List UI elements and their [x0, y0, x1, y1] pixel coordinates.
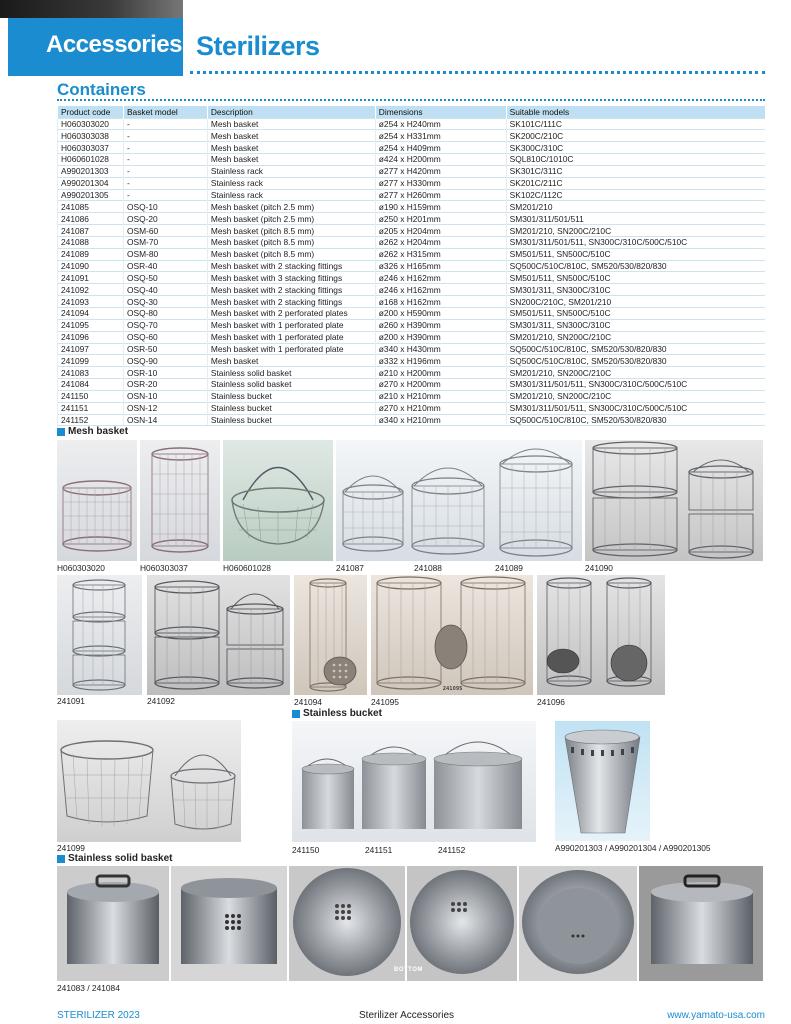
suitable-models-cell: SM301/311/501/511, SN300C/310C/500C/510C — [506, 379, 765, 391]
table-body — [58, 118, 766, 426]
photo-h060303037 — [140, 440, 220, 561]
suitable-models-cell: SK300C/310C — [506, 142, 765, 154]
containers-table — [57, 106, 765, 426]
caption: 241090 — [585, 563, 613, 573]
table-row — [58, 189, 766, 201]
caption: 241091 — [57, 696, 85, 706]
description-cell: Mesh basket — [207, 130, 375, 142]
product-code-cell: 241085 — [58, 201, 124, 213]
basket-model-cell: - — [123, 177, 207, 189]
caption: H060303020 — [57, 563, 105, 573]
header-dark-bar — [0, 0, 183, 18]
description-cell: Stainless bucket — [207, 402, 375, 414]
dimensions-cell: ø200 x H590mm — [375, 308, 506, 320]
product-code-cell: 241087 — [58, 225, 124, 237]
basket-model-cell: OSR-50 — [123, 343, 207, 355]
suitable-models-cell: SM301/311, SN300C/310C — [506, 319, 765, 331]
photo-stainless-buckets — [292, 721, 536, 842]
header-dotted-rule — [190, 71, 765, 74]
product-code-cell: 241091 — [58, 272, 124, 284]
basket-model-cell: - — [123, 118, 207, 130]
description-cell: Mesh basket (pitch 2.5 mm) — [207, 201, 375, 213]
table-row — [58, 142, 766, 154]
dimensions-cell: ø262 x H204mm — [375, 236, 506, 248]
product-code-cell: 241093 — [58, 296, 124, 308]
suitable-models-cell: SN200C/210C, SM201/210 — [506, 296, 765, 308]
table-row — [58, 260, 766, 272]
description-cell: Mesh basket (pitch 8.5 mm) — [207, 248, 375, 260]
photo-h060601028 — [223, 440, 333, 561]
footer-section: Sterilizer Accessories — [359, 1010, 455, 1021]
table-row — [58, 414, 766, 426]
suitable-models-cell: SM201/210, SN200C/210C — [506, 331, 765, 343]
table-row — [58, 390, 766, 402]
table-row — [58, 331, 766, 343]
suitable-models-cell: SM501/511, SN500C/510C — [506, 272, 765, 284]
table-row — [58, 225, 766, 237]
dimensions-cell: ø277 x H330mm — [375, 177, 506, 189]
dimensions-cell: ø254 x H409mm — [375, 142, 506, 154]
dimensions-cell: ø424 x H200mm — [375, 154, 506, 166]
product-code-cell: 241096 — [58, 331, 124, 343]
table-row — [58, 248, 766, 260]
page-title: Sterilizers — [196, 31, 320, 61]
photo-241095 — [371, 575, 533, 695]
basket-model-cell: OSM-60 — [123, 225, 207, 237]
description-cell: Stainless rack — [207, 165, 375, 177]
description-cell: Mesh basket (pitch 8.5 mm) — [207, 236, 375, 248]
description-cell: Mesh basket with 1 perforated plate — [207, 319, 375, 331]
footer-website-link[interactable]: www.yamato-usa.com — [667, 1010, 765, 1021]
suitable-models-cell: SK201C/211C — [506, 177, 765, 189]
product-code-cell: 241097 — [58, 343, 124, 355]
basket-model-cell: OSQ-30 — [123, 296, 207, 308]
table-row — [58, 177, 766, 189]
suitable-models-cell: SK101C/111C — [506, 118, 765, 130]
caption: 241150 — [292, 845, 320, 855]
description-cell: Mesh basket (pitch 8.5 mm) — [207, 225, 375, 237]
table-header-row — [58, 106, 766, 118]
product-code-cell: 241092 — [58, 284, 124, 296]
dimensions-cell: ø262 x H315mm — [375, 248, 506, 260]
table-row — [58, 201, 766, 213]
suitable-models-cell: SM201/210, SN200C/210C — [506, 225, 765, 237]
suitable-models-cell: SM301/311, SN300C/310C — [506, 284, 765, 296]
caption: 241083 / 241084 — [57, 983, 120, 993]
description-cell: Stainless rack — [207, 177, 375, 189]
section-marker — [57, 855, 65, 863]
basket-model-cell: OSQ-80 — [123, 308, 207, 320]
dimensions-cell: ø270 x H200mm — [375, 379, 506, 391]
photo-h060303020 — [57, 440, 137, 561]
header-section-label: Accessories — [46, 31, 182, 58]
suitable-models-cell: SM301/311/501/511, SN300C/310C/500C/510C — [506, 236, 765, 248]
dimensions-cell: ø340 x H210mm — [375, 414, 506, 426]
photo-241092 — [147, 575, 290, 695]
dimensions-cell: ø246 x H162mm — [375, 284, 506, 296]
basket-model-cell: - — [123, 142, 207, 154]
basket-model-cell: - — [123, 189, 207, 201]
caption: A990201303 / A990201304 / A990201305 — [555, 843, 711, 853]
table-row — [58, 236, 766, 248]
table-row — [58, 165, 766, 177]
suitable-models-cell: SQL810C/1010C — [506, 154, 765, 166]
photo-label: 241095 — [443, 686, 463, 692]
caption: 241096 — [537, 697, 565, 707]
table-row — [58, 402, 766, 414]
suitable-models-cell: SM301/311/501/511 — [506, 213, 765, 225]
dimensions-cell: ø270 x H210mm — [375, 402, 506, 414]
suitable-models-cell: SQ500C/510C/810C, SM520/530/820/830 — [506, 414, 765, 426]
stainless-solid-basket-title: Stainless solid basket — [68, 853, 173, 864]
dimensions-cell: ø210 x H210mm — [375, 390, 506, 402]
suitable-models-cell: SM201/210, SN200C/210C — [506, 367, 765, 379]
table-row — [58, 284, 766, 296]
dimensions-cell: ø250 x H201mm — [375, 213, 506, 225]
product-code-cell: 241095 — [58, 319, 124, 331]
product-code-cell: 241151 — [58, 402, 124, 414]
col-header-suitable-models: Suitable models — [506, 106, 765, 118]
description-cell: Mesh basket — [207, 118, 375, 130]
product-code-cell: H060303020 — [58, 118, 124, 130]
basket-model-cell: OSM-80 — [123, 248, 207, 260]
photo-241090 — [585, 440, 763, 561]
product-code-cell: H060601028 — [58, 154, 124, 166]
description-cell: Mesh basket — [207, 355, 375, 367]
caption: 241087 — [336, 563, 364, 573]
section-marker — [57, 428, 65, 436]
dimensions-cell: ø254 x H331mm — [375, 130, 506, 142]
table-row — [58, 379, 766, 391]
photo-stainless-solid-baskets — [57, 866, 763, 981]
col-header-description: Description — [207, 106, 375, 118]
table-row — [58, 272, 766, 284]
basket-model-cell: OSQ-20 — [123, 213, 207, 225]
product-code-cell: A990201304 — [58, 177, 124, 189]
suitable-models-cell: SM501/511, SN500C/510C — [506, 248, 765, 260]
description-cell: Stainless solid basket — [207, 367, 375, 379]
basket-model-cell: - — [123, 130, 207, 142]
dimensions-cell: ø254 x H240mm — [375, 118, 506, 130]
dimensions-cell: ø326 x H165mm — [375, 260, 506, 272]
dimensions-cell: ø277 x H420mm — [375, 165, 506, 177]
dimensions-cell: ø168 x H162mm — [375, 296, 506, 308]
description-cell: Mesh basket with 2 stacking fittings — [207, 284, 375, 296]
table-row — [58, 367, 766, 379]
dimensions-cell: ø277 x H260mm — [375, 189, 506, 201]
basket-model-cell: OSQ-70 — [123, 319, 207, 331]
description-cell: Mesh basket with 2 perforated plates — [207, 308, 375, 320]
suitable-models-cell: SQ500C/510C/810C, SM520/530/820/830 — [506, 260, 765, 272]
suitable-models-cell: SK102C/112C — [506, 189, 765, 201]
product-code-cell: 241099 — [58, 355, 124, 367]
dimensions-cell: ø205 x H204mm — [375, 225, 506, 237]
product-code-cell: 241089 — [58, 248, 124, 260]
caption: 241152 — [438, 845, 466, 855]
dimensions-cell: ø246 x H162mm — [375, 272, 506, 284]
stainless-bucket-heading — [292, 708, 382, 719]
description-cell: Mesh basket — [207, 154, 375, 166]
col-header-product-code: Product code — [58, 106, 124, 118]
stainless-solid-basket-heading — [57, 853, 173, 864]
caption: 241088 — [414, 563, 442, 573]
dimensions-cell: ø190 x H159mm — [375, 201, 506, 213]
stainless-bucket-title: Stainless bucket — [303, 708, 382, 719]
photo-241099 — [57, 720, 241, 842]
caption: 241151 — [365, 845, 393, 855]
caption: 241094 — [294, 697, 322, 707]
basket-model-cell: OSQ-40 — [123, 284, 207, 296]
basket-model-cell: - — [123, 165, 207, 177]
containers-dotted-rule — [57, 99, 765, 101]
product-code-cell: 241150 — [58, 390, 124, 402]
product-code-cell: 241090 — [58, 260, 124, 272]
suitable-models-cell: SM301/311/501/511, SN300C/310C/500C/510C — [506, 402, 765, 414]
basket-model-cell: OSR-20 — [123, 379, 207, 391]
description-cell: Mesh basket with 1 perforated plate — [207, 343, 375, 355]
product-code-cell: 241152 — [58, 414, 124, 426]
caption: 241099 — [57, 843, 85, 853]
caption: H060303037 — [140, 563, 188, 573]
section-marker — [292, 710, 300, 718]
description-cell: Stainless rack — [207, 189, 375, 201]
basket-model-cell: OSQ-50 — [123, 272, 207, 284]
photo-241094 — [294, 575, 367, 695]
table-row — [58, 355, 766, 367]
basket-model-cell: - — [123, 154, 207, 166]
caption: 241095 — [371, 697, 399, 707]
product-code-cell: H060303038 — [58, 130, 124, 142]
basket-model-cell: OSN-14 — [123, 414, 207, 426]
dimensions-cell: ø340 x H430mm — [375, 343, 506, 355]
mesh-basket-title: Mesh basket — [68, 426, 129, 437]
suitable-models-cell: SM501/511, SN500C/510C — [506, 308, 765, 320]
basket-model-cell: OSN-10 — [123, 390, 207, 402]
basket-model-cell: OSN-12 — [123, 402, 207, 414]
photo-241096 — [537, 575, 665, 695]
caption: 241092 — [147, 696, 175, 706]
basket-model-cell: OSR-40 — [123, 260, 207, 272]
description-cell: Mesh basket with 3 stacking fittings — [207, 272, 375, 284]
basket-model-cell: OSQ-90 — [123, 355, 207, 367]
footer-catalog: STERILIZER 2023 — [57, 1010, 140, 1021]
bottom-label: BOTTOM — [394, 967, 423, 973]
table-row — [58, 296, 766, 308]
suitable-models-cell: SM201/210, SN200C/210C — [506, 390, 765, 402]
containers-heading: Containers — [57, 80, 146, 99]
photo-241087-241088-241089 — [336, 440, 582, 561]
table-row — [58, 343, 766, 355]
product-code-cell: 241088 — [58, 236, 124, 248]
description-cell: Mesh basket — [207, 142, 375, 154]
basket-model-cell: OSR-10 — [123, 367, 207, 379]
table-row — [58, 308, 766, 320]
description-cell: Stainless bucket — [207, 390, 375, 402]
table-row — [58, 213, 766, 225]
table-row — [58, 118, 766, 130]
table-row — [58, 154, 766, 166]
product-code-cell: 241086 — [58, 213, 124, 225]
photo-241091 — [57, 575, 142, 695]
basket-model-cell: OSQ-60 — [123, 331, 207, 343]
dimensions-cell: ø332 x H196mm — [375, 355, 506, 367]
basket-model-cell: OSQ-10 — [123, 201, 207, 213]
description-cell: Mesh basket with 2 stacking fittings — [207, 260, 375, 272]
product-code-cell: 241084 — [58, 379, 124, 391]
product-code-cell: A990201303 — [58, 165, 124, 177]
suitable-models-cell: SQ500C/510C/810C, SM520/530/820/830 — [506, 343, 765, 355]
dimensions-cell: ø200 x H390mm — [375, 331, 506, 343]
description-cell: Mesh basket with 2 stacking fittings — [207, 296, 375, 308]
suitable-models-cell: SK301C/311C — [506, 165, 765, 177]
description-cell: Stainless bucket — [207, 414, 375, 426]
caption: H060601028 — [223, 563, 271, 573]
mesh-basket-heading — [57, 426, 128, 437]
suitable-models-cell: SM201/210 — [506, 201, 765, 213]
dimensions-cell: ø210 x H200mm — [375, 367, 506, 379]
col-header-dimensions: Dimensions — [375, 106, 506, 118]
basket-model-cell: OSM-70 — [123, 236, 207, 248]
dimensions-cell: ø260 x H390mm — [375, 319, 506, 331]
description-cell: Mesh basket with 1 perforated plate — [207, 331, 375, 343]
table-row — [58, 319, 766, 331]
description-cell: Mesh basket (pitch 2.5 mm) — [207, 213, 375, 225]
description-cell: Stainless solid basket — [207, 379, 375, 391]
suitable-models-cell: SK200C/210C — [506, 130, 765, 142]
product-code-cell: 241083 — [58, 367, 124, 379]
table-row — [58, 130, 766, 142]
caption: 241089 — [495, 563, 523, 573]
photo-stainless-rack — [555, 721, 650, 841]
product-code-cell: H060303037 — [58, 142, 124, 154]
suitable-models-cell: SQ500C/510C/810C, SM520/530/820/830 — [506, 355, 765, 367]
product-code-cell: A990201305 — [58, 189, 124, 201]
col-header-basket-model: Basket model — [123, 106, 207, 118]
product-code-cell: 241094 — [58, 308, 124, 320]
